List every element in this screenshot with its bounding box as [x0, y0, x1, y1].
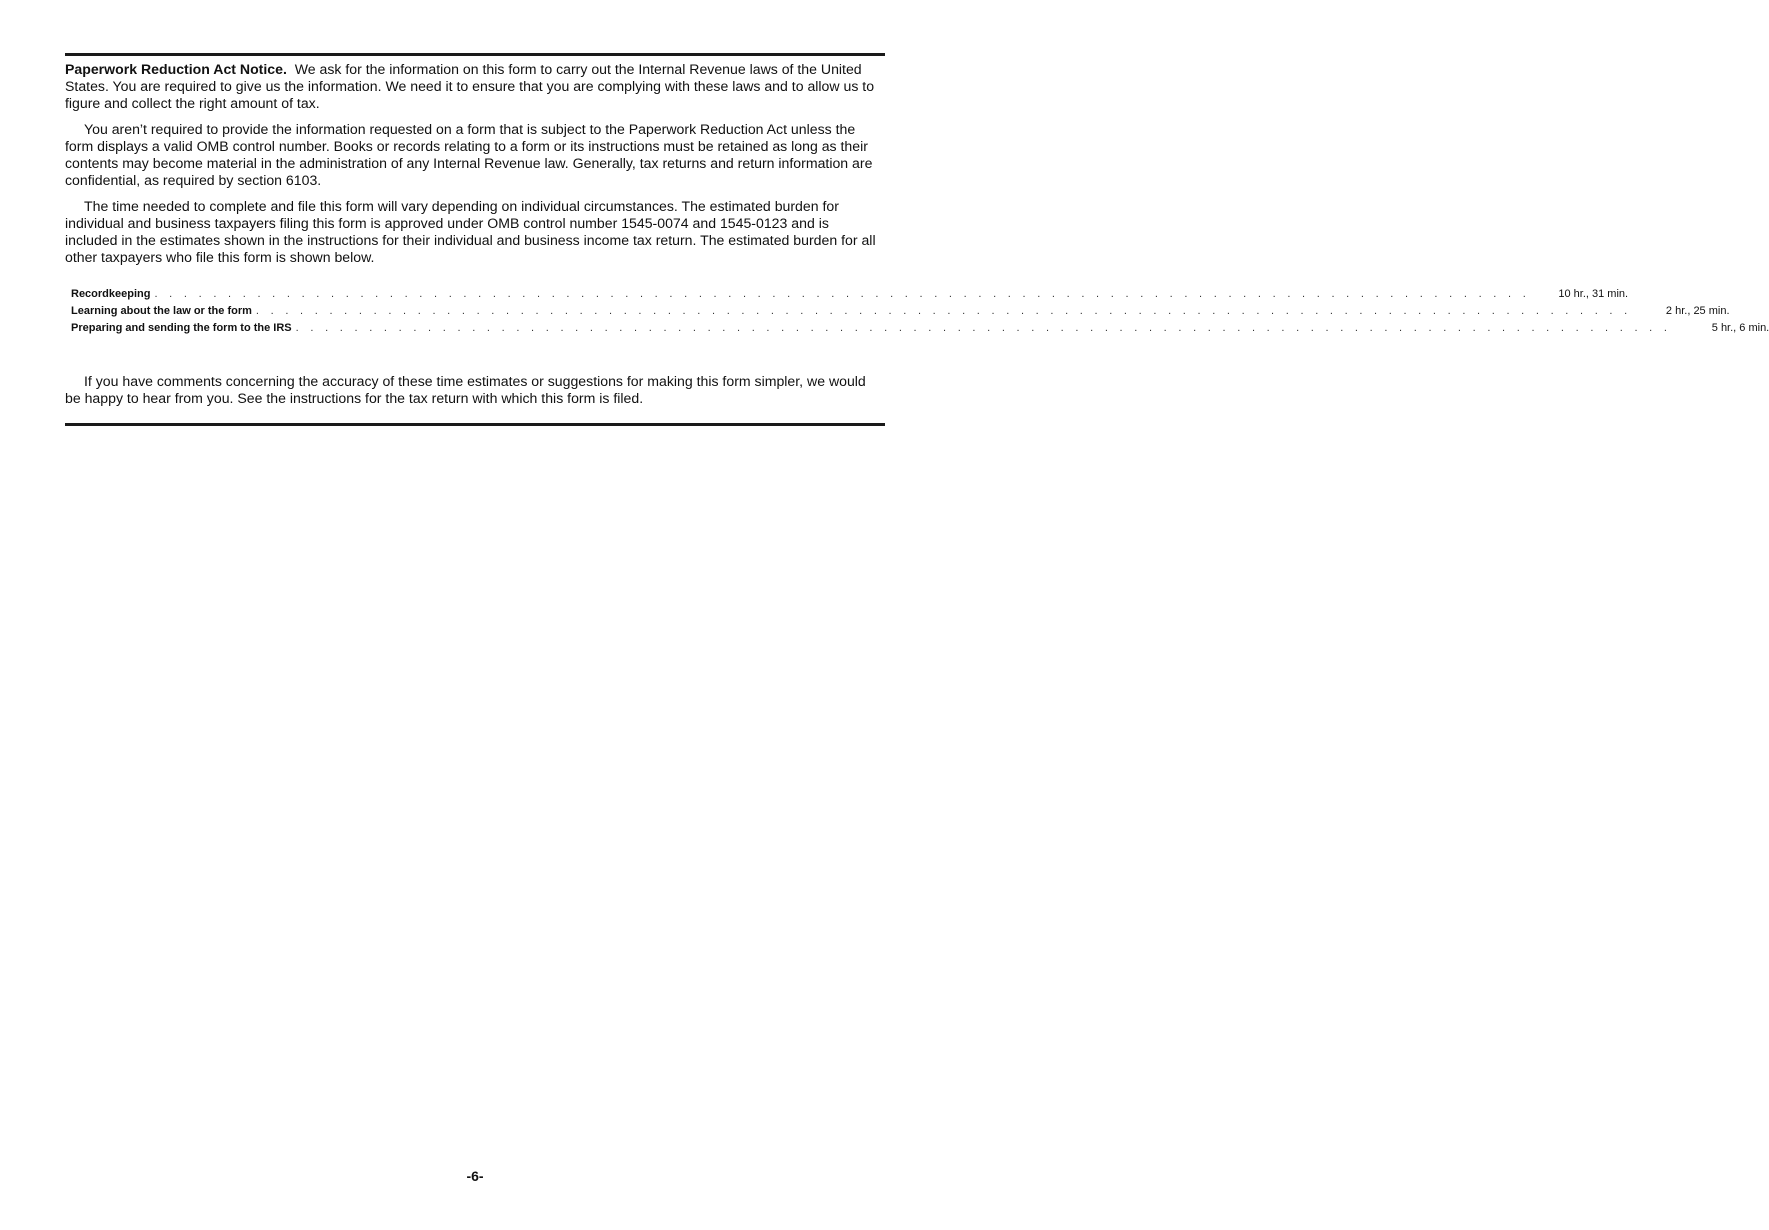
top-rule — [65, 53, 885, 56]
burden-row-recordkeeping — [71, 286, 1629, 303]
burden-row-preparing — [71, 320, 1769, 337]
burden-label: Recordkeeping — [71, 288, 151, 300]
notice-intro-paragraph — [65, 61, 885, 112]
comments-paragraph: If you have comments concerning the accuracy of these time estimates or suggestions for making this form simpler, we would be happy to hear from you. See the instructions for the tax return with which this form is filed. — [65, 373, 866, 406]
burden-label: Preparing and sending the form to the IRS — [71, 322, 292, 334]
dot-leader: . . . . . . . . . . . . . . . . . . . . . . . . . . . . . . . . . . . . . . . . . . . . . . . . . . . . . . . . . . . . . . . . . . . . . . . . . . . . . . . . . . . . . . . . . . . . . . — [295, 322, 1672, 334]
notice-intro-text: We ask for the information on this form to carry out the Internal Revenue laws of the United States. You are required to give us the information. We need it to ensure that you are complying with these laws and to allow us to figure and collect the right amount of tax. — [65, 61, 875, 111]
burden-table — [71, 286, 1769, 337]
burden-row-learning — [71, 303, 1730, 320]
dot-leader: . . . . . . . . . . . . . . . . . . . . . . . . . . . . . . . . . . . . . . . . . . . . . . . . . . . . . . . . . . . . . . . . . . . . . . . . . . . . . . . . . . . . . . . . . . . . . . — [255, 305, 1632, 317]
page-number: -6- — [466, 1168, 484, 1184]
paperwork-reduction-notice — [65, 61, 885, 266]
notice-paragraph-3: The time needed to complete and file this form will vary depending on individual circumstances. The estimated burden for individual and business taxpayers filing this form is approved under OMB control number 1545-0074 and 1545-0123 and is included in the estimates shown in the instructions for their individual and business income tax return. The estimated burden for all other taxpayers who file this form is shown below. — [65, 198, 876, 265]
burden-value: 2 hr., 25 min. — [1665, 305, 1730, 317]
burden-value: 5 hr., 6 min. — [1711, 322, 1769, 334]
notice-paragraph-2: You aren’t required to provide the information requested on a form that is subject to the Paperwork Reduction Act unless the form displays a valid OMB control number. Books or records relating to a form or its instructions must be retained as long as their contents may become material in the administration of any Internal Revenue law. Generally, tax returns and return information are confidential, as required by section 6103. — [65, 121, 873, 188]
bottom-rule — [65, 423, 885, 426]
burden-label: Learning about the law or the form — [71, 305, 252, 317]
burden-value: 10 hr., 31 min. — [1558, 288, 1629, 300]
dot-leader: . . . . . . . . . . . . . . . . . . . . . . . . . . . . . . . . . . . . . . . . . . . . . . . . . . . . . . . . . . . . . . . . . . . . . . . . . . . . . . . . . . . . . . . . . . . . . . — [154, 288, 1531, 300]
notice-heading: Paperwork Reduction Act Notice. — [65, 61, 287, 77]
